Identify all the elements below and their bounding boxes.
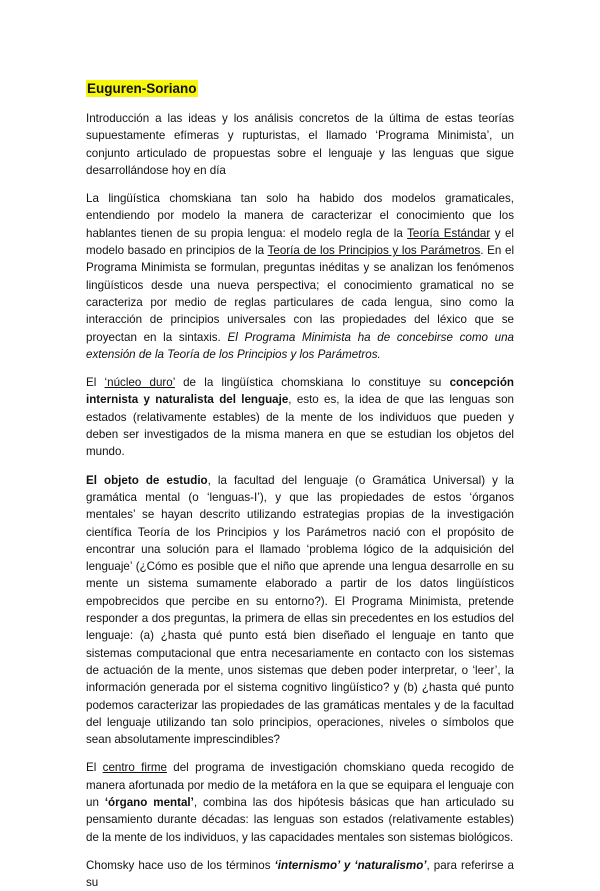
bold-term-objeto-estudio: El objeto de estudio [86,473,208,487]
paragraph-intro: Introducción a las ideas y los análisis concretos de la última de estas teorías supuestamente efímeras y rupturistas, el llamado ‘Programa Minimista’, un conjunto articulado de propuestas sobre el lenguaje y las lenguas que sigue desarrollándose hoy en día [86,112,514,177]
text-segment: y el modelo basado en principios de la [86,226,514,258]
bold-term-organo-mental: ‘órgano mental’ [104,795,194,809]
text-segment: El [86,376,105,390]
underlined-term-nucleo-duro: ‘núcleo duro’ [104,376,175,390]
text-segment: de la lingüística chomskiana lo constituye su [174,376,450,390]
text-segment: Chomsky hace uso de los términos [86,858,275,872]
text-segment: . En el Programa Minimista se formulan, preguntas inéditas y se analizan los fenómenos lingüísticos desde una nueva perspectiva; el conocimiento gramatical no se caracteriza por medio de reglas particulares de cada lengua, sino como la interacción de principios universales con las propiedades del léxico que se proyectan en la sintaxis. [86,244,515,344]
text-segment: El [86,761,103,775]
bold-term-concepcion: concepción internista y naturalista del lenguaje [86,376,515,407]
text-segment: , para referirse a su [86,858,514,890]
paragraph-chomsky-terms [86,857,514,891]
underlined-term-teoria-estandar: Teoría Estándar [407,226,491,240]
text-segment: La lingüística chomskiana tan solo ha habido dos modelos gramaticales, entendiendo por modelo la manera de caracterizar el conocimiento que los hablantes tienen de su propia lengua: el modelo regla de la [86,192,514,240]
document-title: Euguren-Soriano [87,81,197,96]
paragraph-centro-firme [86,759,514,845]
text-segment: , combina las dos hipótesis básicas que han articulado su pensamiento durante décadas: las lenguas son estados (relativamente estables) de la mente de los individuos, y las capacidades mentales son sistemas biológicos. [86,795,514,844]
paragraph-objeto-estudio [86,472,514,749]
text-segment: del programa de investigación chomskiano queda recogido de manera afortunada por medio de la metáfora en la que se equipara el lenguaje con un [86,761,514,809]
italic-statement: El Programa Minimista ha de concebirse como una extensión de la Teoría de los Principios y los Parámetros. [86,330,514,361]
text-segment: , esto es, la idea de que las lenguas son estados (relativamente estables) de la mente de los individuos que pueden y deben ser investigados de la misma manera en que se estudian los objetos del mundo. [86,393,514,459]
bold-italic-terms: ‘internismo’ y ‘naturalismo’ [274,858,427,872]
underlined-term-principios-parametros: Teoría de los Principios y los Parámetros [267,244,481,258]
text-segment: , la facultad del lenguaje (o Gramática Universal) y la gramática mental (o ‘lenguas-I’), y que las propiedades de estos ‘órganos mentales’ se hayan descrito utilizando estrategias propias de la investigación científica Teoría de los Principios y los Parámetros nació con el propósito de encontrar una solución para el llamado ‘problema lógico de la adquisición del lenguaje’ (¿Cómo es posible que el niño que aprende una lengua desarrolle en su mente un sistema sumamente elaborado a partir de los datos lingüísticos empobrecidos que percibe en su entorno?). El Programa Minimista, pretende responder a dos preguntas, la primera de ellas sin precedentes en los estudios del lenguaje: (a) ¿hasta qué punto está bien diseñado el lenguaje en tanto que sistemas computacional que entra necesariamente en contacto con los sistemas de actuación de la mente, unos sistemas que deben poder interpretar, o ‘leer’, la información generada por el sistema cognitivo lingüístico? y (b) ¿hasta qué punto podemos caracterizar las propiedades de las gramáticas mentales y de la facultad del lenguaje utilizando tan solo principios, operaciones, niveles o símbolos que sean absolutamente imprescindibles? [86,473,514,747]
paragraph-models [86,190,514,363]
paragraph-nucleo-duro [86,374,514,460]
underlined-term-centro-firme: centro firme [102,761,167,775]
